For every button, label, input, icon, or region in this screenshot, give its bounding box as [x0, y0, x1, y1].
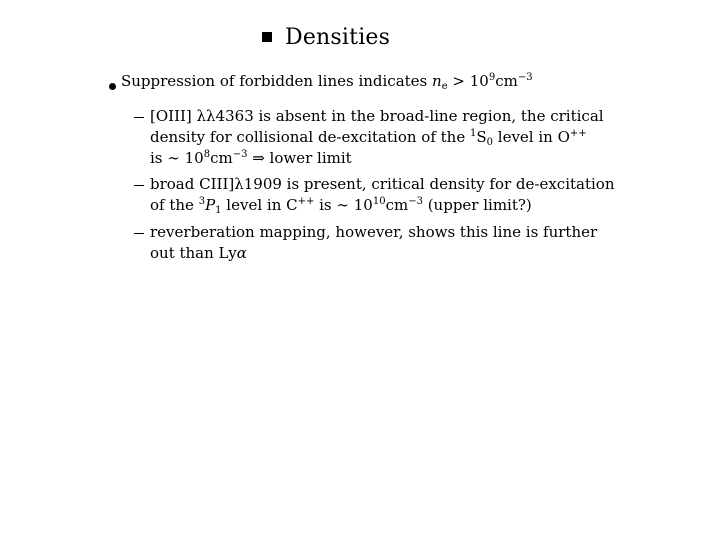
sub-bullet-3-line-1: reverberation mapping, however, shows this line is further: [150, 223, 598, 241]
main-bullet-icon: [109, 83, 116, 90]
title-square-bullet-icon: [262, 32, 272, 42]
sub-bullet-1-line-3: is ∼ $10^8cm^{-3}$ ⇒ lower limit: [150, 149, 352, 167]
title-text: Densities: [285, 24, 391, 50]
sub-bullet-3-dash-icon: [134, 233, 144, 234]
sub-bullet-2-dash-icon: [134, 185, 144, 186]
sub-bullet-3-line-2: out than Lyα: [150, 244, 247, 262]
sub-bullet-1-line-2: density for collisional de-excitation of the $^1S_0$ level in O++: [150, 128, 587, 148]
sub-bullet-1-line-1: [OIII] λλ4363 is absent in the broad-line region, the critical: [150, 107, 604, 125]
sub-bullet-1-dash-icon: [134, 117, 144, 118]
sub-bullet-2-line-2: of the $^3P_1$ level in C++ is ∼ $10^{10}cm^{-3}$ (upper limit?): [150, 196, 532, 216]
slide-title: [262, 22, 390, 52]
main-bullet-text: Suppression of forbidden lines indicates $n_e > 10^9cm^{-3}$: [121, 72, 533, 92]
sub-bullet-2-line-1: broad CIII]λ1909 is present, critical density for de-excitation: [150, 175, 615, 193]
